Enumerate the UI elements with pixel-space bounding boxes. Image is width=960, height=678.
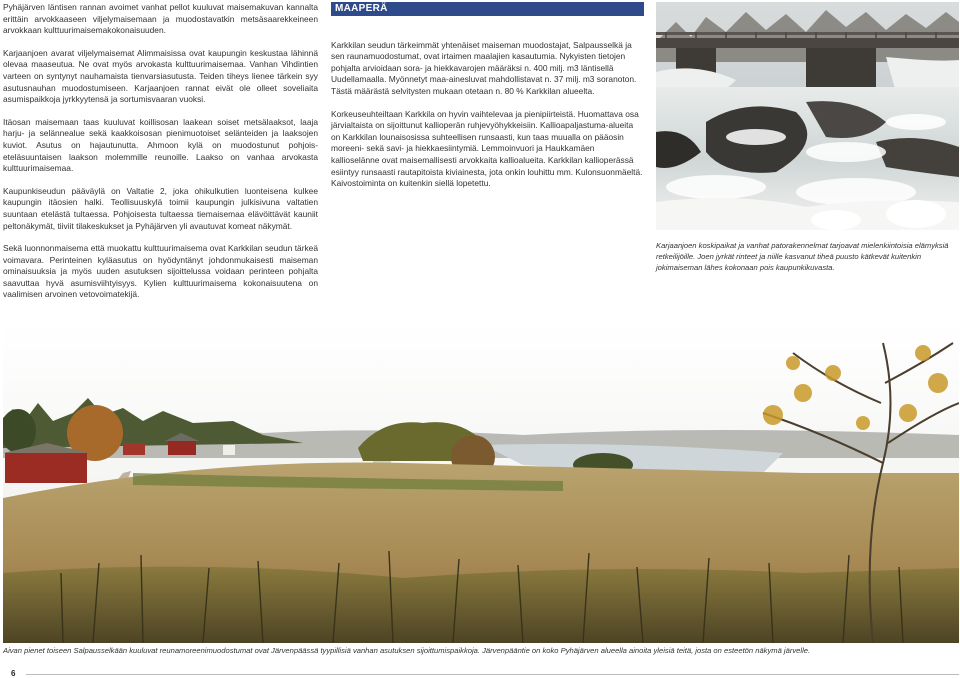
middle-text-column [331, 2, 644, 201]
paragraph: Pyhäjärven läntisen rannan avoimet vanhat pellot kuuluvat maisemakuvan kannalta erittäin arvokkaaseen viljelymaisemaan ja muodostavatkin metsäsaarekkeineen arvokkaan kulttuurimaisemakokonaisuuden. [3, 2, 318, 36]
left-text-column [3, 2, 318, 312]
paragraph: Karkkilan seudun tärkeimmät yhtenäiset maiseman muodostajat, Salpausselkä ja sen raunamuodostumat, ovat irtaimen maalajien kasautumia. Nykyisten tietojen pohjalta arvioidaan sora- ja hiekkavarojen määräksi n. 400 milj. m3 läntisellä Uudellamaalla. Myönnetyt maa-ainesluvat mahdollistavat n. 37 milj. m3 soranoton. Tästä määrästä selvitysten mukaan otetaan n. 80 % Karkkilan alueelta. [331, 39, 637, 96]
paragraph: Karjaanjoen avarat viljelymaisemat Alimmaisissa ovat kaupungin keskustaa lähinnä olevaa maaseutua. Ne ovat myös arvokasta kulttuurimaisemaa. Vanhan Vihdintien varteen on syntynyt nauhamaista tienvarsiasutusta. Teiden tiheys lienee tärkein syy asutusnauhan muodostumiseen. Karjaanjoen rannat eivät ole olleet soveliaita asumispaikkoja jyrkkyytensä ja sortumisvaaran vuoksi. [3, 47, 318, 105]
river-rapids-photo [656, 2, 959, 230]
paragraph: Korkeuseuhteiltaan Karkkila on hyvin vaihtelevaa ja pienipiirteistä. Huomattava osa järvialtaista on sijoittunut kallioperän ruhjevyöhykkeisiin. Kallioapaljastuma-alueita on Karkkilan lounaisosissa suhteellisen runsaasti, kun taas muualla on pääosin moreeni- sekä savi- ja hiekkaesiintymiä. Lemmoinvuori ja Haukkamäen kallioselänne ovat maisemallisesti arvokkaita kallioalueita. Karkkilan kallioperässä esiintyy runsaasti rautapitoista kiviainesta, jota onkin louhittu mm. Kulonsuonmäeltä. Kaivostoiminta on kuitenkin siellä lopetettu. [331, 108, 643, 189]
rural-field-landscape-photo [3, 323, 959, 643]
photo-caption: Karjaanjoen koskipaikat ja vanhat patorakennelmat tarjoavat mielenkiintoisia elämyksiä retkeilijöille. Joen jyrkät rinteet ja niille kasvanut tiheä puusto kätkevät kuitenkin jokimaiseman lähes kokonaan pois kaupunkikuvasta. [656, 241, 949, 272]
paragraph: Kaupunkiseudun pääväylä on Valtatie 2, joka ohikulkutien luonteisena kulkee kaupungin itäosien halki. Teollisuuskylä toimii kaupungin julkisivuna valtatien suuntaan etelästä tultaessa. Pohjoisesta tultaessa tiemaisemaa elävöittävät kauniit peltonäkymät, tiiviit tilakeskukset ja Pyhäjärven yli avautuvat komeat näkymät. [3, 185, 318, 231]
footer-divider [26, 674, 959, 675]
section-heading: MAAPERÄ [331, 2, 644, 16]
photo-caption: Aivan pienet toiseen Salpausselkään kuuluvat reunamoreenimuodostumat ovat Järvenpäässä tyypillisiä vanhan asutuksen sijoittumispaikkoja. Järvenpääntie on koko Pyhäjärven alueella ainoita yleisiä teitä, josta on esteetön näkymä järvelle. [3, 646, 811, 655]
paragraph: Itäosan maisemaan taas kuuluvat koillisosan laakean soiset metsälaaksot, laaja harju- ja selännealue sekä kaakkoisosan pienimuotoiset selänteiden ja laaksojen kuviot. Asutus on hajautunutta. Ahmoon kylä on muodostunut pohjois-eteläsuuntaisen laakson molemmille reunoille. Laakso on vanhaa arvokasta kulttuurimaisemaa. [3, 116, 318, 174]
paragraph: Sekä luonnonmaisema että muokattu kulttuurimaisema ovat Karkkilan seudun tärkeä voimavara. Perinteinen kyläasutus on hyödyntänyt johdonmukaisesti maiseman ominaisuuksia ja myös uuden asutuksen sijoittelussa voidaan perinteen pohjalta saavuttaa hyvä asumisviihtyisyys. Kylien kulttuurimaisema kokonaisuutena on vaalimisen arvoinen vetovoimatekijä. [3, 243, 318, 300]
page-number: 6 [11, 669, 16, 678]
